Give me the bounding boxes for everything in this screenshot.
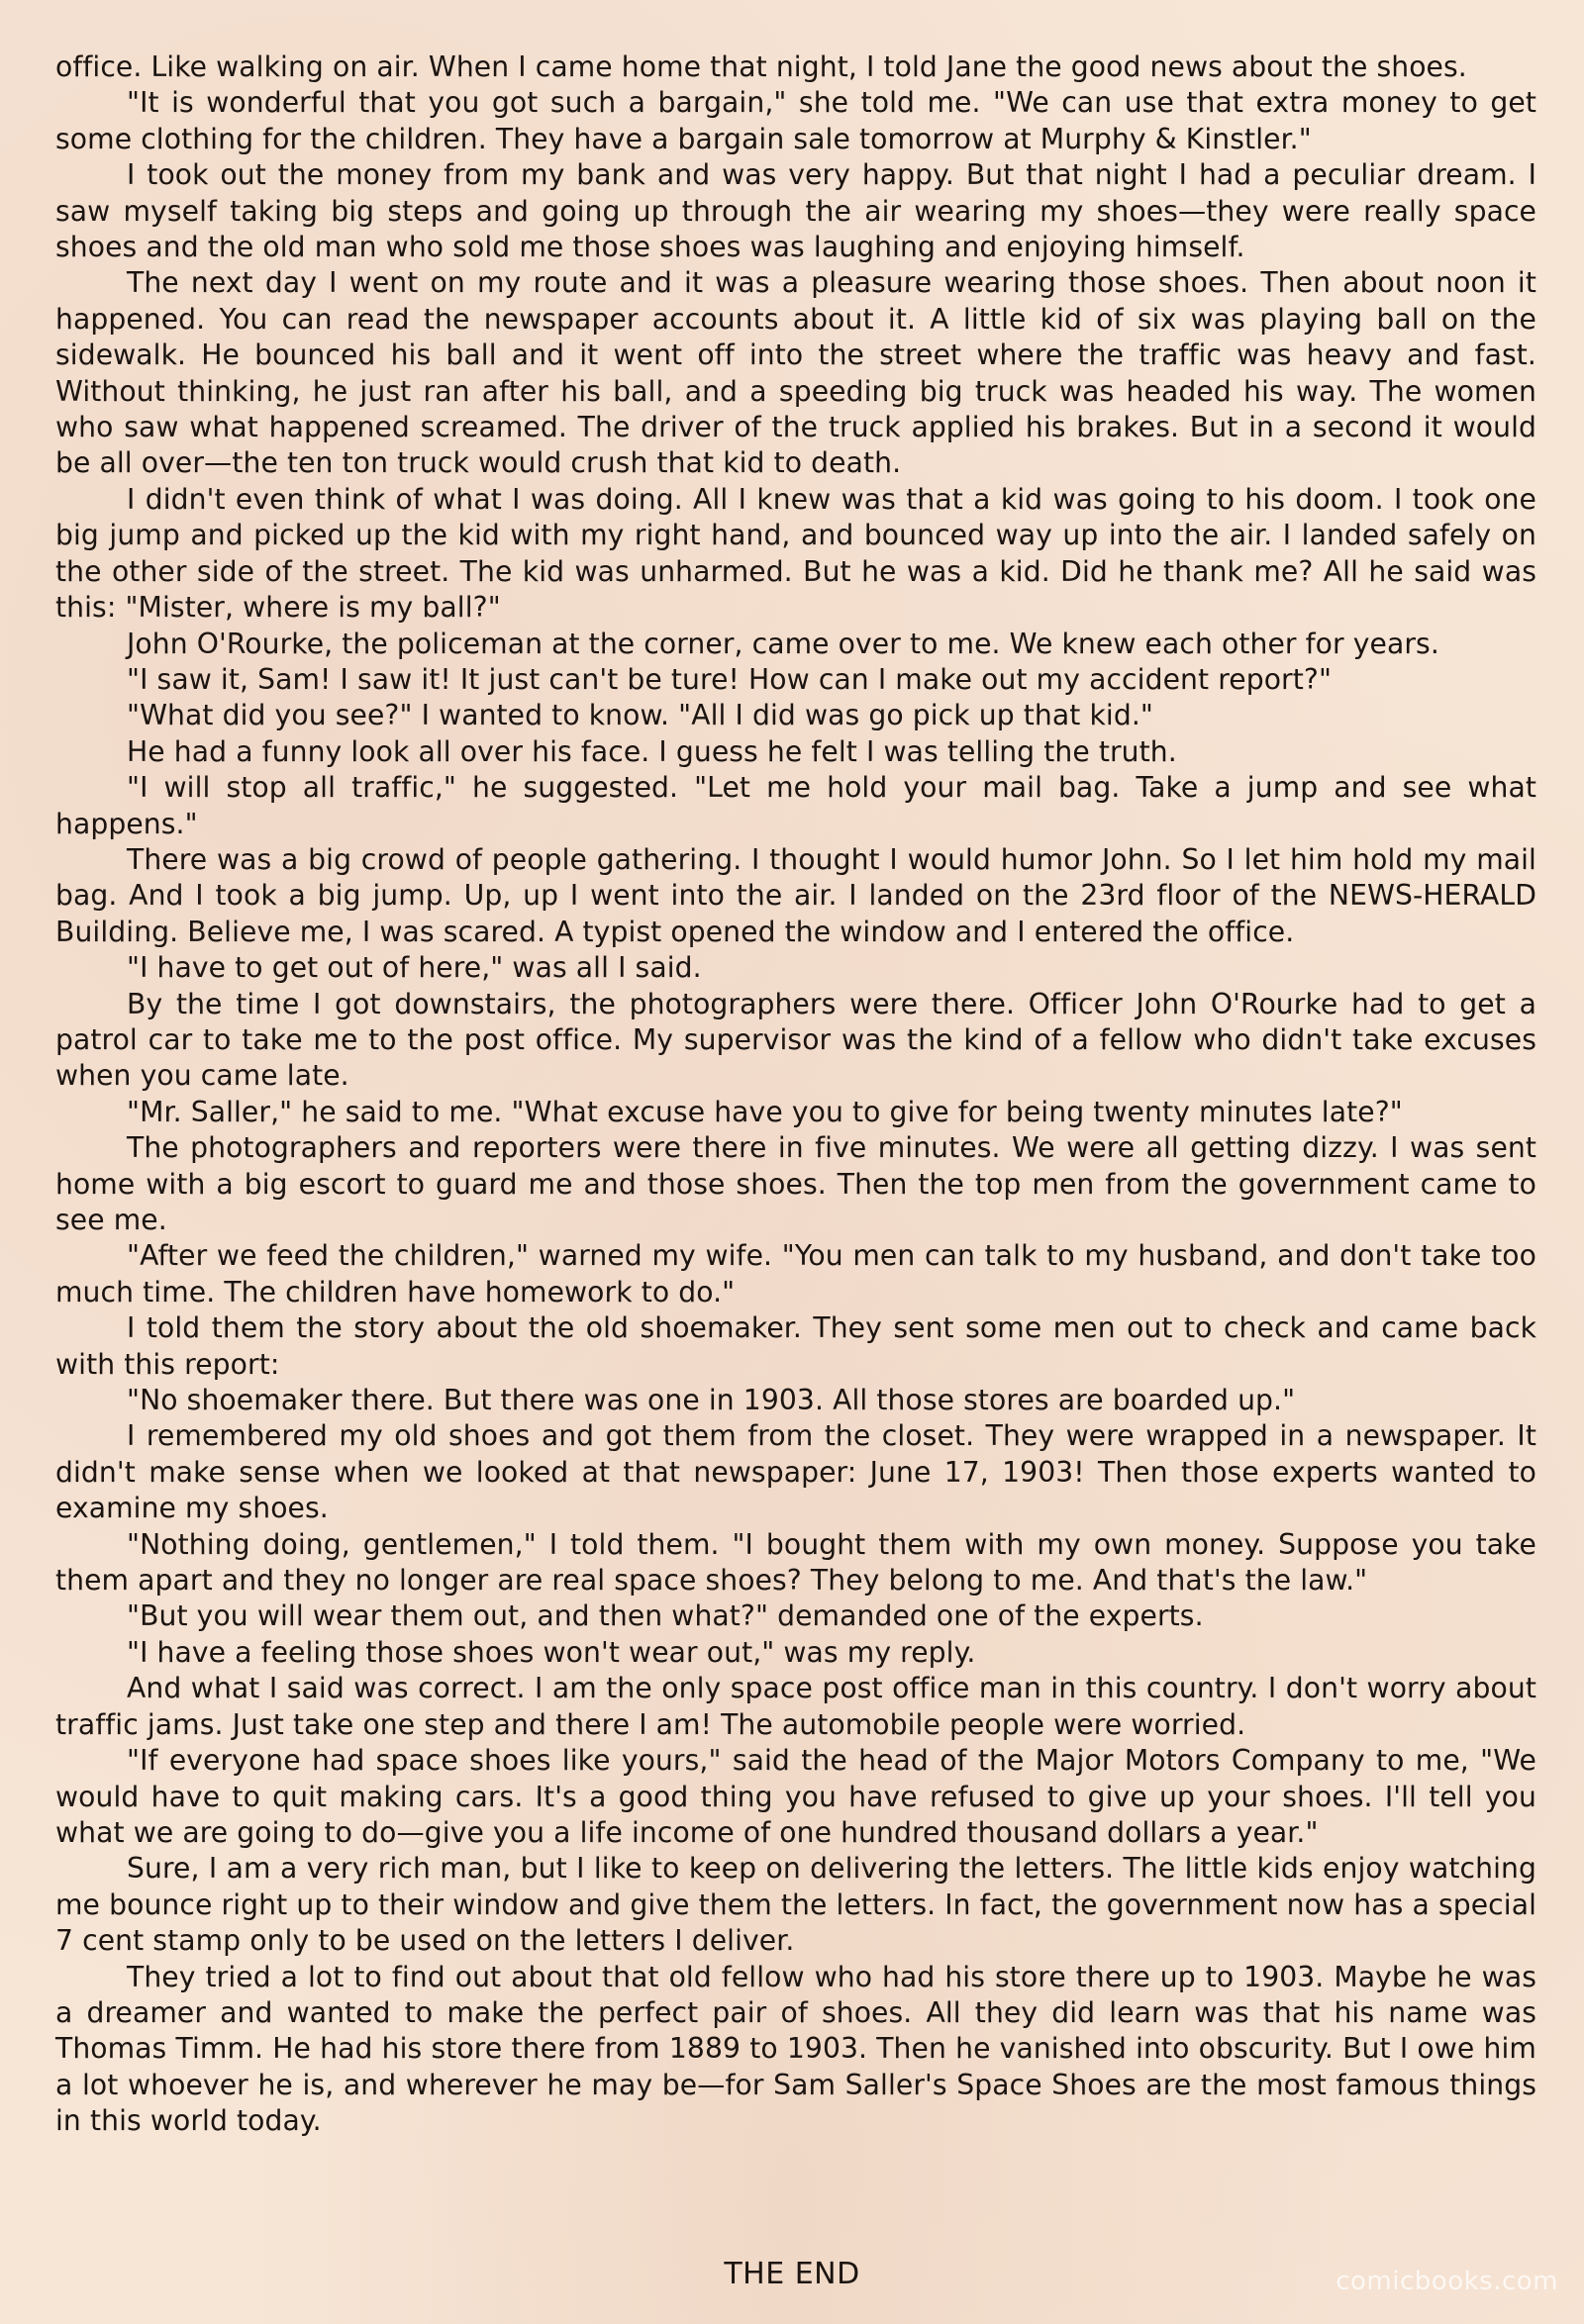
- paragraph: office. Like walking on air. When I came home that night, I told Jane the good news about the shoes.: [55, 50, 1467, 83]
- story-text: [55, 49, 1536, 2140]
- paragraph: "I will stop all traffic," he suggested. "Let me hold your mail bag. Take a jump and see what happens.": [55, 771, 1536, 840]
- paragraph: "Mr. Saller," he said to me. "What excuse have you to give for being twenty minutes late?": [127, 1095, 1403, 1128]
- paragraph: "Nothing doing, gentlemen," I told them. "I bought them with my own money. Suppose you take them apart and they no longer are real space shoes? They belong to me. And that's the law.": [55, 1527, 1536, 1598]
- paragraph: "It is wonderful that you got such a bargain," she told me. "We can use that extra money to get some clothing for the children. They have a bargain sale tomorrow at Murphy & Kinstler.": [55, 86, 1536, 155]
- paragraph: "After we feed the children," warned my wife. "You men can talk to my husband, and don't take too much time. The children have homework to do.": [55, 1239, 1536, 1308]
- paragraph: "What did you see?" I wanted to know. "All I did was go pick up that kid.": [127, 699, 1153, 732]
- paragraph: "But you will wear them out, and then what?" demanded one of the experts.: [127, 1599, 1204, 1633]
- paragraph: I took out the money from my bank and was very happy. But that night I had a peculiar dream. I saw myself taking big steps and going up through the air wearing my shoes—they were really space shoes and the old man who sold me those shoes was laughing and enjoying himself.: [55, 158, 1536, 264]
- paragraph: The next day I went on my route and it was a pleasure wearing those shoes. Then about noon it happened. You can read the newspaper accounts about it. A little kid of six was playing ball on the sidewalk. He bounced his ball and it went off into the street where the traffic was heavy and fast. Without thinking, he just ran after his ball, and a speeding big truck was headed his way. The women who saw what happened screamed. The driver of the truck applied his brakes. But in a second it would be all over—the ten ton truck would crush that kid to death.: [55, 266, 1536, 480]
- paragraph: I didn't even think of what I was doing. All I knew was that a kid was going to his doom. I took one big jump and picked up the kid with my right hand, and bounced way up into the air. I landed safely on the other side of the street. The kid was unharmed. But he was a kid. Did he thank me? All he said was this: "Mister, where is my ball?": [55, 482, 1536, 625]
- the-end-label: THE END: [724, 2257, 860, 2291]
- paragraph: By the time I got downstairs, the photographers were there. Officer John O'Rourke had to get a patrol car to take me to the post office. My supervisor was the kind of a fellow who didn't take excuses when you came late.: [55, 987, 1536, 1093]
- paragraph: He had a funny look all over his face. I guess he felt I was telling the truth.: [127, 734, 1177, 768]
- paragraph: John O'Rourke, the policeman at the corner, came over to me. We knew each other for years.: [127, 627, 1439, 660]
- paragraph: "I have a feeling those shoes won't wear out," was my reply.: [127, 1635, 976, 1669]
- paragraph: And what I said was correct. I am the only space post office man in this country. I don't worry about traffic jams. Just take one step and there I am! The automobile people were worried.: [55, 1672, 1536, 1741]
- paragraph: "If everyone had space shoes like yours," said the head of the Major Motors Company to me, "We would have to quit making cars. It's a good thing you have refused to give up your shoes. I'll tell you what we are going to do—give you a life income of one hundred thousand dollars a year.": [55, 1744, 1536, 1849]
- paragraph: I remembered my old shoes and got them from the closet. They were wrapped in a newspaper. It didn't make sense when we looked at that newspaper: June 17, 1903! Then those experts wanted to examine my shoes.: [55, 1419, 1536, 1525]
- paragraph: The photographers and reporters were there in five minutes. We were all getting dizzy. I was sent home with a big escort to guard me and those shoes. Then the top men from the government came to see me.: [55, 1131, 1536, 1236]
- paragraph: "I have to get out of here," was all I said.: [127, 951, 702, 985]
- paragraph: "I saw it, Sam! I saw it! It just can't be ture! How can I make out my accident report?": [127, 662, 1333, 696]
- watermark: comicbooks.com: [1336, 2267, 1558, 2296]
- paragraph: There was a big crowd of people gathering. I thought I would humor John. So I let him hold my mail bag. And I took a big jump. Up, up I went into the air. I landed on the 23rd floor of the NEWS-HERALD Building. Believe me, I was scared. A typist opened the window and I entered the office.: [55, 842, 1536, 948]
- paragraph: "No shoemaker there. But there was one in 1903. All those stores are boarded up.": [127, 1384, 1296, 1417]
- paragraph: I told them the story about the old shoemaker. They sent some men out to check and came back with this report:: [55, 1311, 1536, 1381]
- paragraph: They tried a lot to find out about that old fellow who had his store there up to 1903. Maybe he was a dreamer and wanted to make the perfect pair of shoes. All they did learn was that his name was Thomas Timm. He had his store there from 1889 to 1903. Then he vanished into obscurity. But I owe him a lot whoever he is, and wherever he may be—for Sam Saller's Space Shoes are the most famous things in this world today.: [55, 1960, 1536, 2138]
- paragraph: Sure, I am a very rich man, but I like to keep on delivering the letters. The little kids enjoy watching me bounce right up to their window and give them the letters. In fact, the government now has a special 7 cent stamp only to be used on the letters I deliver.: [55, 1852, 1536, 1958]
